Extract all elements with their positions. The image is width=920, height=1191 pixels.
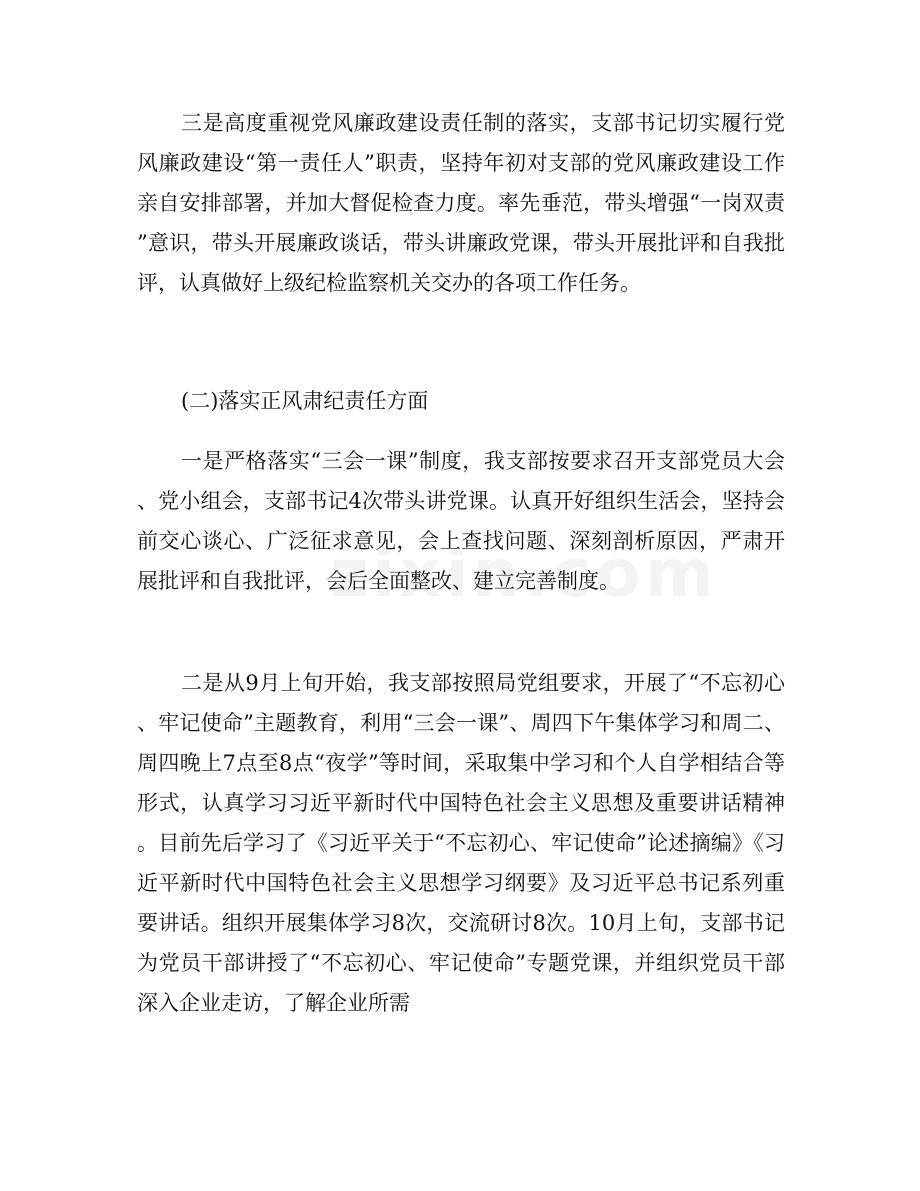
paragraph-theme-education: 二是从9月上旬开始，我支部按照局党组要求，开展了“不忘初心、牢记使命”主题教育，利用“三会一课”、周四下午集体学习和周二、周四晚上7点至8点“夜学”等时间，采取集中学习和个人自学相结合等形式，认真学习习近平新时代中国特色社会主义思想及重要讲话精神。目前先后学习了《习近平关于“不忘初心、牢记使命”论述摘编》《习近平新时代中国特色社会主义思想学习纲要》及习近平总书记系列重要讲话。组织开展集体学习8次，交流研讨8次。10月上旬，支部书记为党员干部讲授了“不忘初心、牢记使命”专题党课，并组织党员干部深入企业走访，了解企业所需 [137, 671, 785, 1015]
paragraph-responsibility-system: 三是高度重视党风廉政建设责任制的落实，支部书记切实履行党风廉政建设“第一责任人”职责，坚持年初对支部的党风廉政建设工作亲自安排部署，并加大督促检查力度。率先垂范，带头增强“一岗双责”意识，带头开展廉政谈话，带头讲廉政党课，带头开展批评和自我批评，认真做好上级纪检监察机关交办的各项工作任务。 [137, 111, 785, 295]
paragraph-three-meetings: 一是严格落实“三会一课”制度，我支部按要求召开支部党员大会、党小组会，支部书记4次带头讲党课。认真开好组织生活会，坚持会前交心谈心、广泛征求意见，会上查找问题、深刻剖析原因，严肃开展批评和自我批评，会后全面整改、建立完善制度。 [137, 449, 785, 593]
section-heading-discipline: (二)落实正风肃纪责任方面 [181, 389, 429, 413]
